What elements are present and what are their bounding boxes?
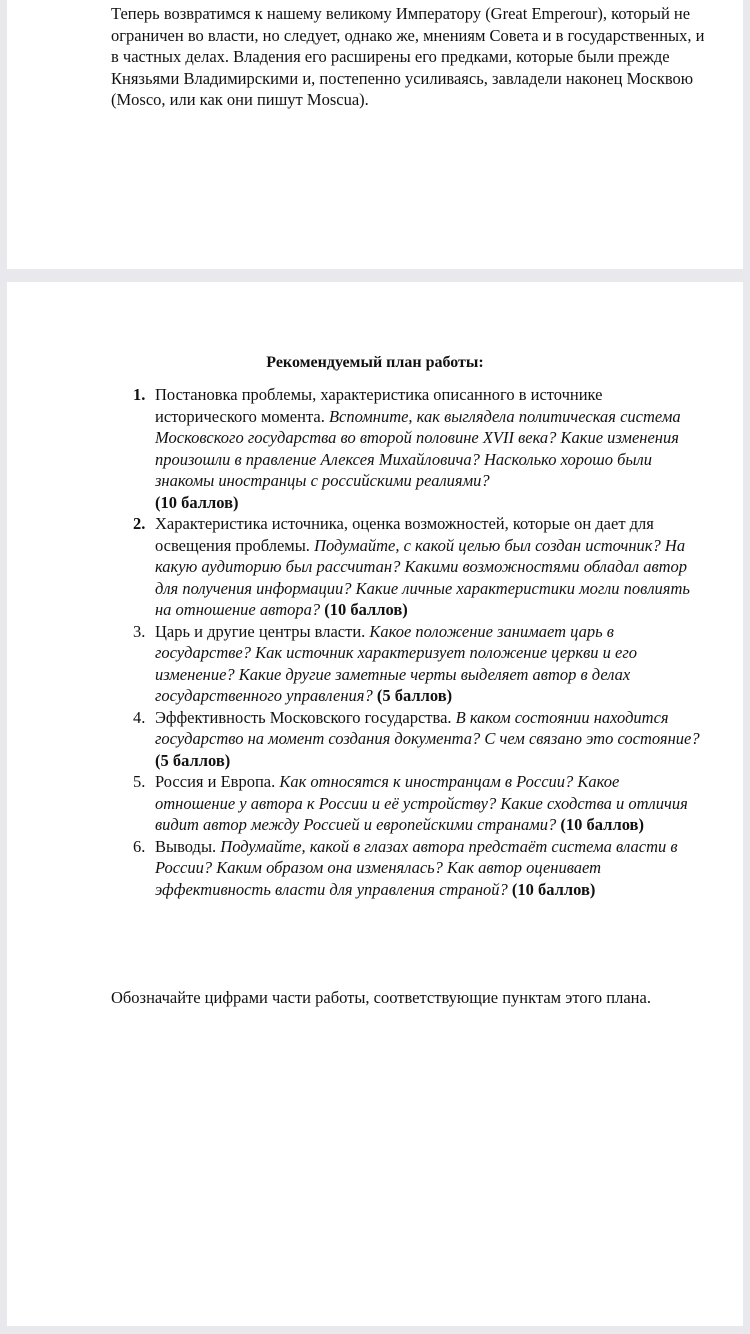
plan-item-5 — [111, 771, 701, 836]
plan-item-topic: Эффективность Московского государства. — [155, 707, 452, 727]
plan-item-points: (5 баллов) — [376, 686, 453, 705]
plan-item-points: (10 баллов) — [324, 600, 408, 619]
plan-title: Рекомендуемый план работы: — [266, 354, 484, 371]
plan-item-topic: Царь и другие центры власти. — [155, 621, 366, 641]
plan-item-number: 6. — [133, 836, 146, 856]
plan-item-points: (10 баллов) — [560, 815, 644, 834]
plan-item-questions: Какое положение занимает царь в государстве? Как источник характеризует положение церкви и его изменение? Какие другие заметные черты выделяет автор в делах государственного управления? — [155, 621, 638, 705]
plan-item-points: (10 баллов) — [511, 879, 596, 899]
plan-item-number: 3. — [133, 621, 146, 641]
plan-item-points: (10 баллов) — [155, 492, 239, 512]
plan-item-1 — [111, 384, 701, 513]
plan-item-2 — [111, 513, 701, 621]
plan-item-number: 1. — [133, 385, 146, 404]
plan-item-4 — [111, 707, 701, 772]
source-excerpt-paragraph: Теперь возвратимся к нашему великому Императору (Great Emperour), который не ограничен во власти, но следует, однако же, мнениям Совета и в государственных, и в частных делах. Владения его расширены его предками, которые были прежде Князьями Владимирскими и, постепенно усиливаясь, завладели наконец Москвою (Mosco, или как они пишут Moscua). — [111, 4, 705, 109]
plan-item-3 — [111, 621, 701, 707]
plan-item-questions: Подумайте, с какой целью был создан источник? На какую аудиторию был рассчитан? Какими возможностями обладал автор для получения информации? Какие личные характеристики могли повлиять на отношение автора? — [155, 535, 690, 619]
plan-item-questions: В каком состоянии находится государство на момент создания документа? С чем связано это состояние? — [155, 707, 700, 748]
plan-item-number: 2. — [133, 514, 146, 533]
plan-footer-note: Обозначайте цифрами части работы, соответствующие пунктам этого плана. — [111, 988, 651, 1007]
document-page-plan — [7, 282, 743, 1326]
plan-item-number: 5. — [133, 772, 146, 791]
plan-item-questions: Вспомните, как выглядела политическая система Московского государства во второй половине XVII века? Какие изменения произошли в правление Алексея Михайловича? Насколько хорошо были знакомы иностранцы с российскими реалиями? — [155, 406, 681, 490]
plan-item-points: (5 баллов) — [155, 750, 231, 770]
document-page-top — [7, 0, 743, 269]
plan-item-topic: Выводы. — [155, 836, 217, 856]
plan-item-6 — [111, 836, 701, 901]
plan-list — [111, 384, 701, 900]
plan-item-topic: Постановка проблемы, характеристика описанного в источнике исторического момента. — [155, 385, 603, 426]
plan-item-topic: Россия и Европа. — [155, 772, 276, 791]
plan-item-topic: Характеристика источника, оценка возможностей, которые он дает для освещения проблемы. — [155, 514, 654, 555]
plan-item-number: 4. — [133, 707, 146, 727]
plan-item-questions: Как относятся к иностранцам в России? Какое отношение у автора к России и её устройству? Какие сходства и отличия видит автор между Россией и европейскими странами? — [155, 772, 688, 834]
plan-item-questions: Подумайте, какой в глазах автора предстаёт система власти в России? Каким образом она изменялась? Как автор оценивает эффективность власти для управления страной? — [155, 836, 678, 899]
